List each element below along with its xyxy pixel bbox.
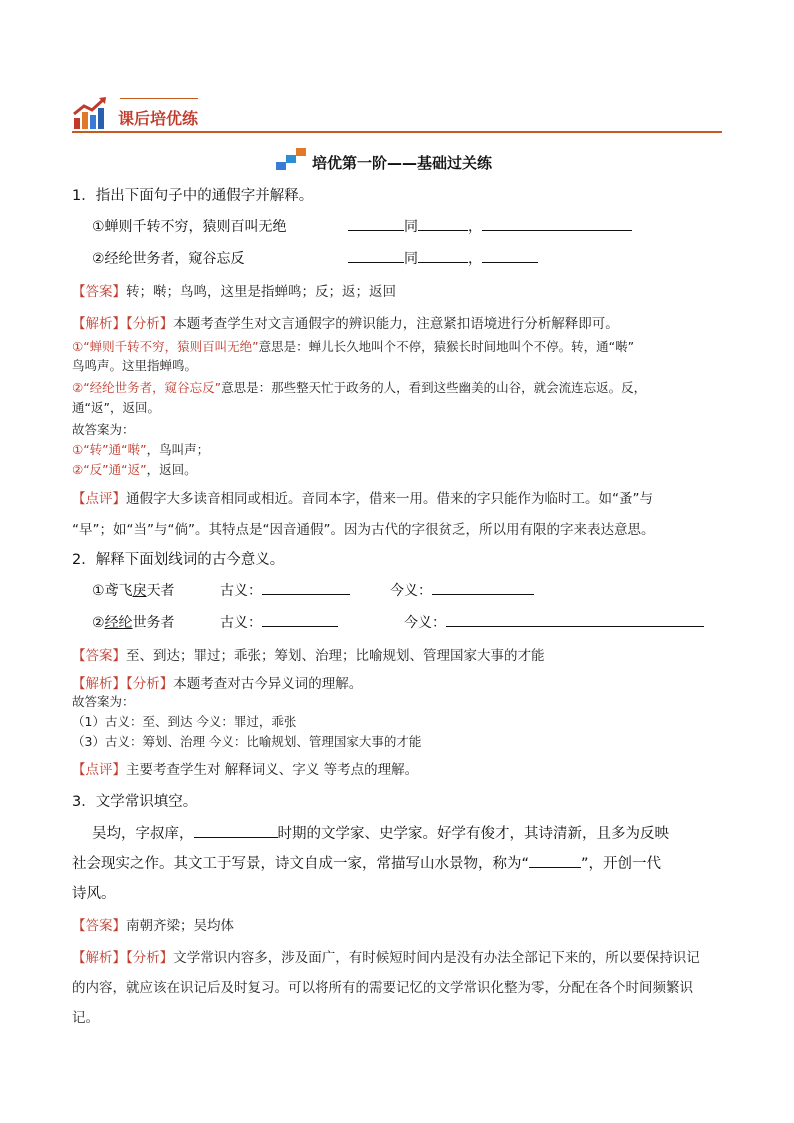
quote: ①“蝉则千转不穷，猿则百叫无绝” — [72, 339, 259, 354]
q3-analysis — [72, 946, 700, 966]
quote: ②“经纶世务者，窥谷忘反” — [72, 380, 222, 395]
steps-icon — [276, 148, 308, 170]
final-red: ①“转”通“啭” — [72, 442, 147, 457]
q2-item-2-ancient — [220, 612, 338, 632]
q2-comment — [72, 758, 418, 778]
q3-para-2 — [72, 852, 661, 873]
section-title: 培优第一阶——基础过关练 — [312, 154, 493, 172]
underlined-word: 戾 — [132, 583, 147, 599]
q2-item-2 — [92, 612, 175, 632]
header-top-line — [120, 98, 198, 99]
same-label: 同 — [404, 251, 418, 267]
modern-label: 今义： — [390, 583, 432, 599]
q3-analysis-cont-2: 记。 — [72, 1010, 99, 1026]
final-text: ，鸟叫声； — [146, 442, 210, 457]
detail-text: 意思是：蝉儿长久地叫个不停，猿猴长时间地叫个不停。转，通“啭” — [258, 339, 635, 354]
question-3: 3．文学常识填空。 — [72, 794, 198, 810]
blank[interactable] — [446, 612, 704, 627]
para-text: 社会现实之作。其文工于写景，诗文自成一家，常描写山水景物，称为“ — [72, 856, 530, 872]
q2-final-1: （1）古义：至、到达 今义：罪过，乖张 — [72, 714, 297, 729]
item-text: 天者 — [146, 583, 175, 599]
q1-final-1 — [72, 440, 209, 458]
analysis-text: 文学常识内容多，涉及面广，有时候短时间内是没有办法全部记下来的，所以要保持识记 — [173, 950, 700, 966]
q3-answer — [72, 914, 234, 934]
q1-comment — [72, 487, 653, 507]
q1-final-label: 故答案为： — [72, 422, 135, 437]
blank[interactable] — [262, 612, 338, 627]
answer-tag: 【答案】 — [72, 284, 126, 300]
question-2: 2．解释下面划线词的古今意义。 — [72, 552, 285, 568]
para-text: 时期的文学家、史学家。好学有俊才，其诗清新，且多为反映 — [277, 826, 669, 842]
detail-text: 意思是：那些整天忙于政务的人，看到这些幽美的山谷，就会流连忘返。反， — [221, 380, 647, 395]
blank[interactable] — [348, 248, 404, 263]
blank[interactable] — [348, 216, 404, 231]
q1-item-2-blanks — [348, 248, 538, 268]
q3-para-3: 诗风。 — [72, 886, 116, 902]
ancient-label: 古义： — [220, 583, 262, 599]
q2-analysis — [72, 672, 362, 692]
comment-text: 通假字大多读音相同或相近。音同本字，借来一用。借来的字只能作为临时工。如“蚤”与 — [126, 491, 653, 507]
q1-analysis — [72, 312, 619, 332]
q1-detail-1 — [72, 337, 634, 355]
comment-tag: 【点评】 — [72, 491, 126, 507]
item-text: ①鸢飞 — [92, 583, 133, 599]
page-header-title: 课后培优练 — [118, 109, 199, 128]
blank[interactable] — [482, 248, 538, 263]
q2-item-1 — [92, 580, 175, 600]
answer-tag: 【答案】 — [72, 648, 126, 664]
comma: ， — [468, 219, 482, 235]
q1-detail-1-cont: 鸟鸣声。这里指蝉鸣。 — [72, 358, 198, 373]
q1-final-2 — [72, 460, 197, 478]
q1-answer — [72, 280, 396, 300]
q2-answer — [72, 644, 545, 664]
blank[interactable] — [418, 216, 468, 231]
para-text: 吴均，字叔庠， — [92, 826, 194, 842]
question-1: 1．指出下面句子中的通假字并解释。 — [72, 188, 314, 204]
analysis-text: 本题考查对古今异义词的理解。 — [173, 676, 363, 692]
comment-text: 主要考查学生对 解释词义、字义 等考点的理解。 — [126, 762, 419, 778]
blank[interactable] — [432, 580, 534, 595]
q2-item-1-modern — [390, 580, 534, 600]
q1-comment-cont: “早”；如“当”与“倘”。其特点是“因音通假”。因为古代的字很贫乏，所以用有限的字来表达意思。 — [72, 522, 655, 538]
q2-final-label: 故答案为： — [72, 694, 135, 709]
blank[interactable] — [529, 853, 581, 868]
modern-label: 今义： — [404, 615, 446, 631]
underlined-word: 经纶 — [104, 615, 133, 631]
q1-detail-2-cont: 通“返”，返回。 — [72, 400, 160, 415]
blank[interactable] — [482, 216, 632, 231]
final-text: ，返回。 — [146, 462, 197, 477]
rising-bar-chart-icon — [72, 96, 108, 130]
analysis-tag: 【解析】【分析】 — [72, 316, 174, 332]
item-text: 世务者 — [132, 615, 175, 631]
q3-para-1 — [92, 822, 669, 843]
q1-item-1-blanks — [348, 216, 632, 236]
header-divider — [72, 131, 722, 133]
answer-text: 至、到达；罪过；乖张；筹划、治理；比喻规划、管理国家大事的才能 — [126, 648, 545, 664]
blank[interactable] — [418, 248, 468, 263]
analysis-text: 本题考查学生对文言通假字的辨识能力，注意紧扣语境进行分析解释即可。 — [173, 316, 619, 332]
q2-item-1-ancient — [220, 580, 350, 600]
q1-item-1: ①蝉则千转不穷，猿则百叫无绝 — [92, 219, 287, 235]
item-text: ② — [92, 615, 105, 631]
q3-analysis-cont-1: 的内容，就应该在识记后及时复习。可以将所有的需要记忆的文学常识化整为零，分配在各个时间频繁识 — [72, 980, 693, 996]
ancient-label: 古义： — [220, 615, 262, 631]
q1-item-2: ②经纶世务者，窥谷忘反 — [92, 251, 245, 267]
comma: ， — [468, 251, 482, 267]
q2-final-2: （3）古义：筹划、治理 今义：比喻规划、管理国家大事的才能 — [72, 734, 422, 749]
analysis-tag: 【解析】【分析】 — [72, 676, 174, 692]
answer-tag: 【答案】 — [72, 918, 126, 934]
q2-item-2-modern — [404, 612, 704, 632]
comment-tag: 【点评】 — [72, 762, 126, 778]
blank[interactable] — [194, 823, 278, 838]
para-text: ”，开创一代 — [581, 856, 662, 872]
blank[interactable] — [262, 580, 350, 595]
q1-detail-2 — [72, 378, 646, 396]
answer-text: 转；啭；鸟鸣，这里是指蝉鸣；反；返；返回 — [126, 284, 396, 300]
answer-text: 南朝齐梁；吴均体 — [126, 918, 234, 934]
same-label: 同 — [404, 219, 418, 235]
analysis-tag: 【解析】【分析】 — [72, 950, 174, 966]
final-red: ②“反”通“返” — [72, 462, 147, 477]
